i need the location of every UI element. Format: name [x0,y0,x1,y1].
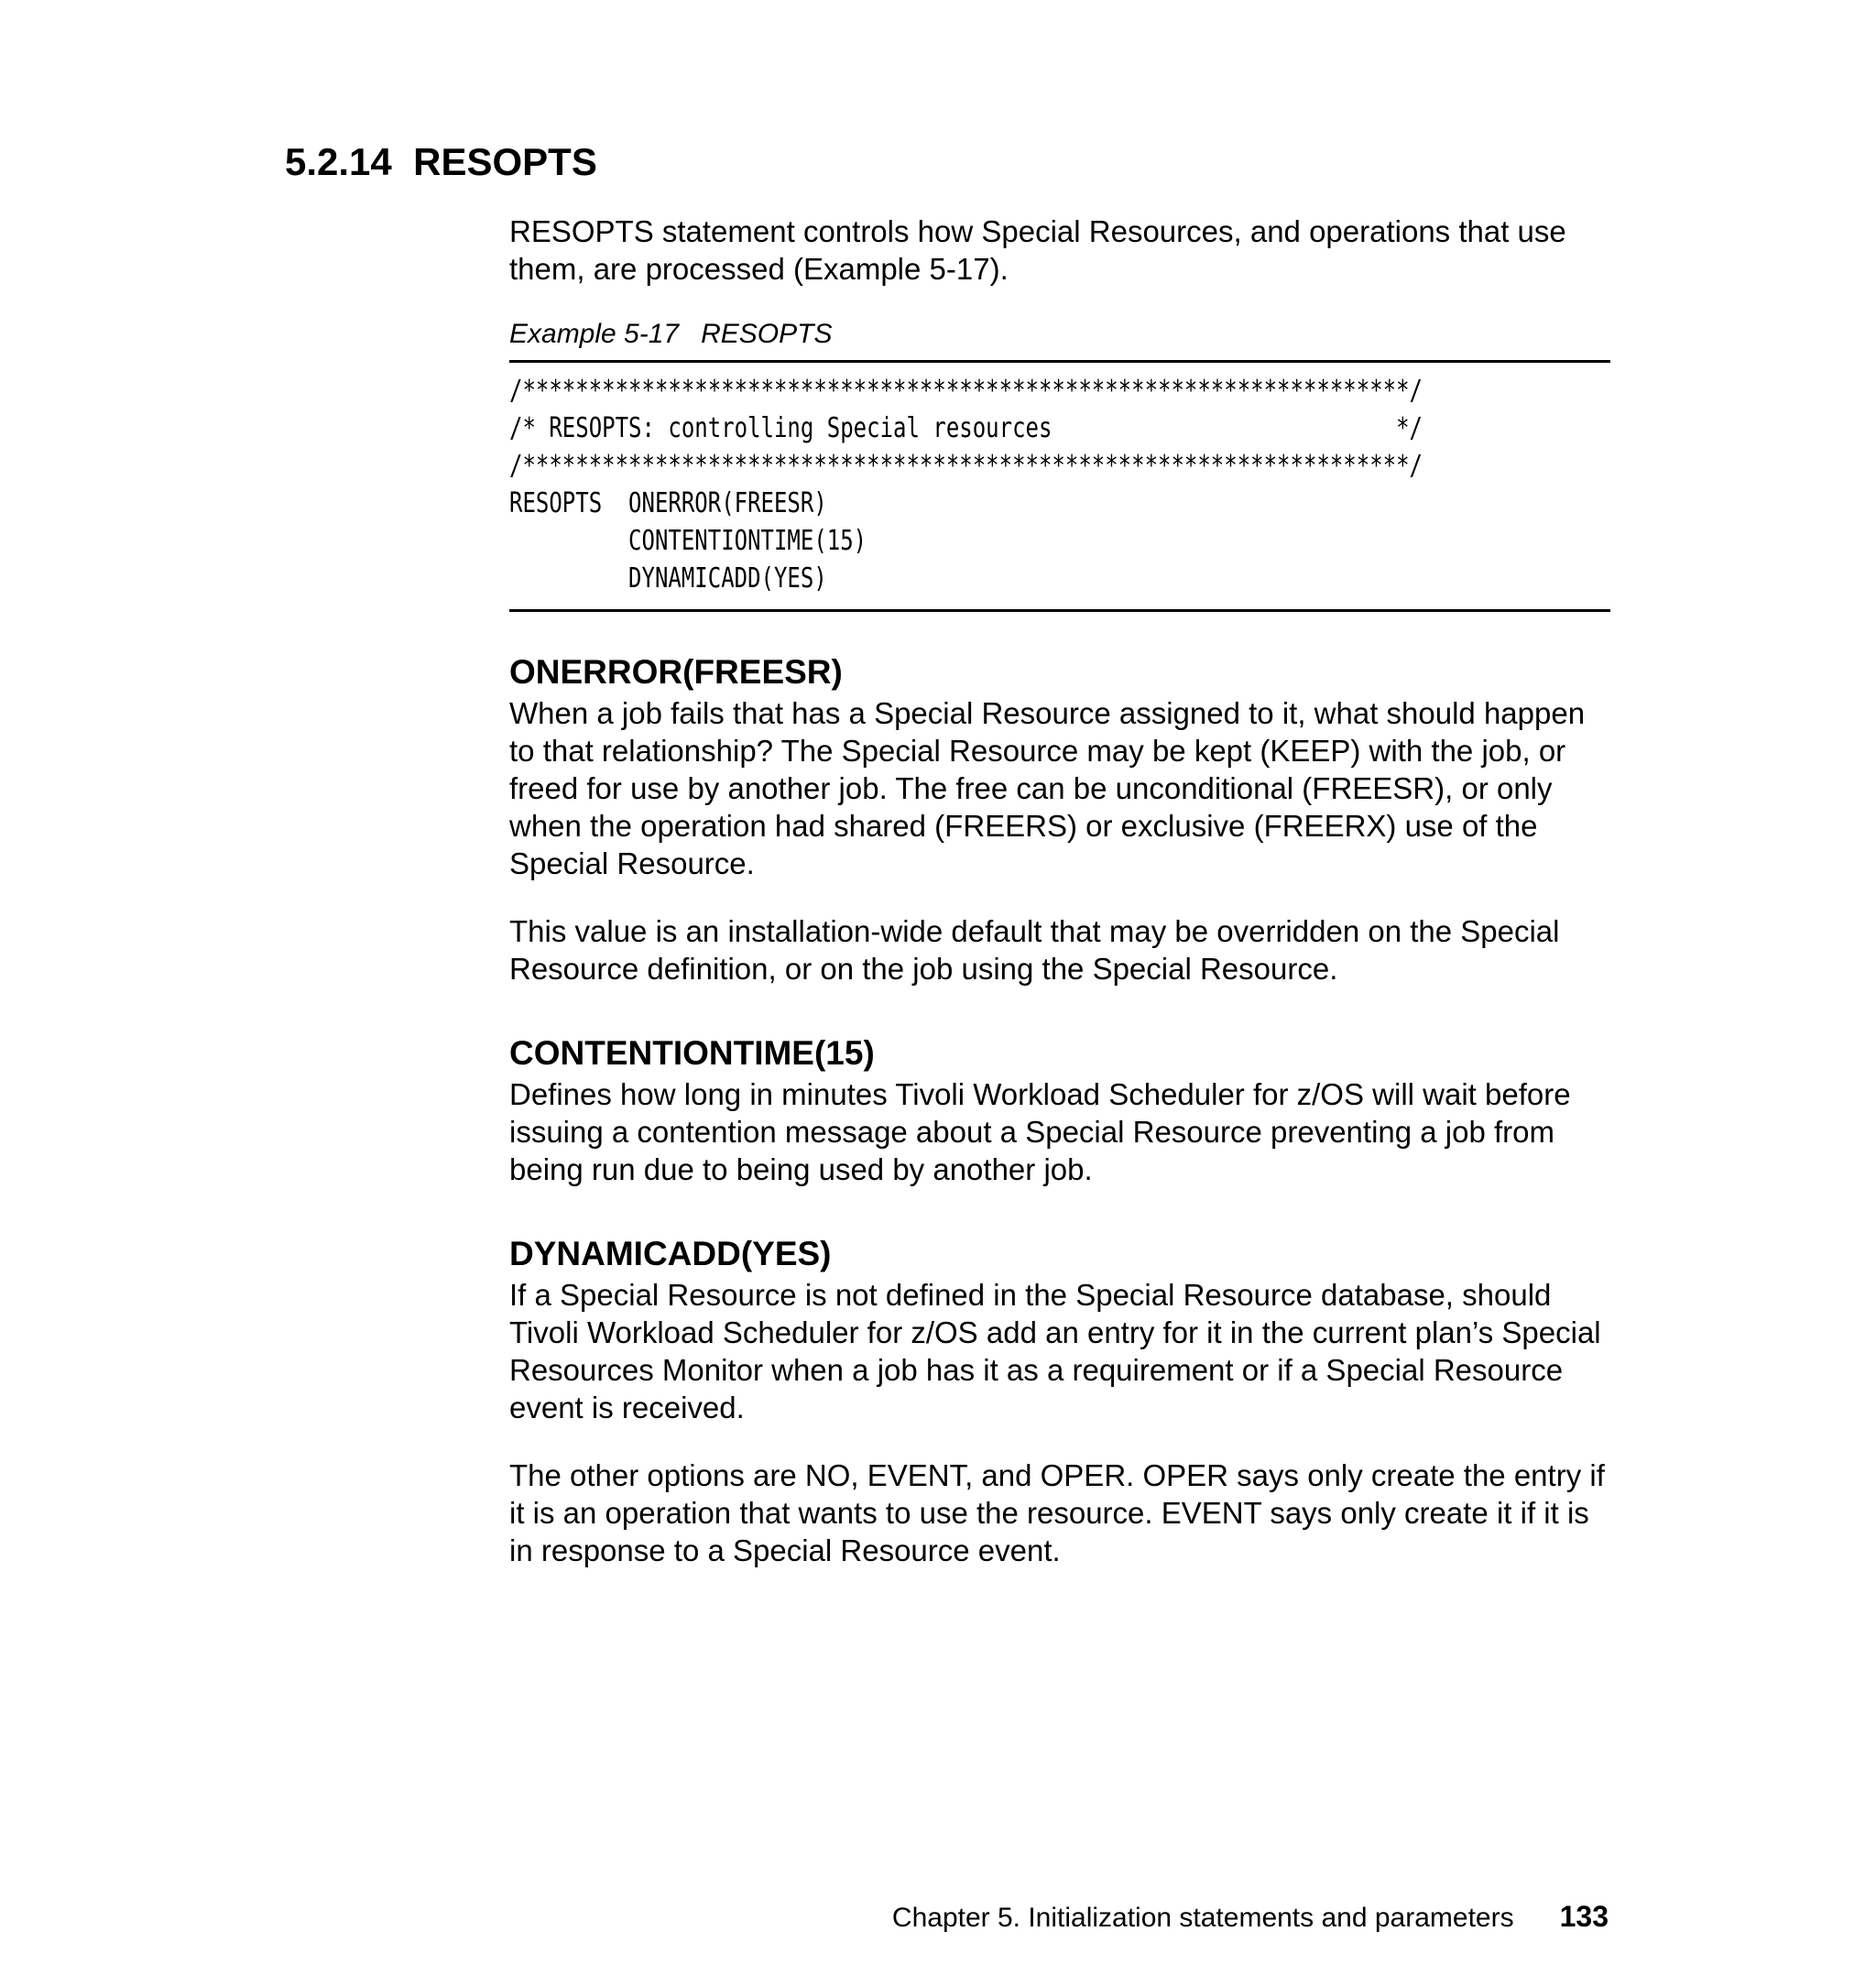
example-caption [509,316,832,353]
dynamicadd-paragraph-2: The other options are NO, EVENT, and OPER. OPER says only create the entry if it is an operation that wants to use the resource. EVENT says only create it if it is in response to a Special Resource event. [509,1458,1605,1567]
onerror-paragraph-1: When a job fails that has a Special Resource assigned to it, what should happen to that relationship? The Special Resource may be kept (KEEP) with the job, or freed for use by another job. The free can be unconditional (FREESR), or only when the operation had shared (FREERS) or exclusive (FREERX) use of the Special Resource. [509,696,1586,880]
page-footer [892,1898,1609,1937]
contentiontime-paragraph: Defines how long in minutes Tivoli Workload Scheduler for z/OS will wait before issuing a contention message about a Special Resource preventing a job from being run due to being used by another job. [509,1077,1571,1186]
dynamicadd-paragraph-1: If a Special Resource is not defined in the Special Resource database, should Tivoli Workload Scheduler for z/OS add an entry for it in the current plan’s Special Resources Monitor when a job has it as a requirement or if a Special Resource event is received. [509,1278,1601,1424]
intro-block [509,213,1609,288]
code-line: /*******************************************************************/ [509,375,1423,407]
intro-paragraph: RESOPTS statement controls how Special Resources, and operations that use them, are processed (Example 5-17). [509,214,1566,286]
code-line: CONTENTIONTIME(15) [509,525,867,557]
code-block [509,372,1423,597]
section-title-text: RESOPTS [413,140,597,183]
example-label: Example 5-17 [509,319,680,349]
onerror-heading: ONERROR(FREESR) [509,653,843,691]
code-example [509,360,1610,612]
page-number: 133 [1559,1900,1609,1933]
code-line: /* RESOPTS: controlling Special resources */ [509,412,1423,444]
onerror-section [509,652,1609,988]
section-title [285,139,597,185]
code-line: /*******************************************************************/ [509,450,1423,482]
footer-chapter: Chapter 5. Initialization statements and parameters [891,1903,1514,1933]
code-line: DYNAMICADD(YES) [509,562,827,595]
dynamicadd-section [509,1234,1609,1569]
dynamicadd-heading: DYNAMICADD(YES) [509,1235,832,1272]
section-number: 5.2.14 [285,140,392,183]
onerror-paragraph-2: This value is an installation-wide default that may be overridden on the Special Resource definition, or on the job using the Special Resource. [509,914,1560,986]
contentiontime-section [509,1033,1609,1188]
code-line: RESOPTS ONERROR(FREESR) [509,487,827,519]
example-title: RESOPTS [701,319,833,349]
contentiontime-heading: CONTENTIONTIME(15) [509,1034,875,1072]
